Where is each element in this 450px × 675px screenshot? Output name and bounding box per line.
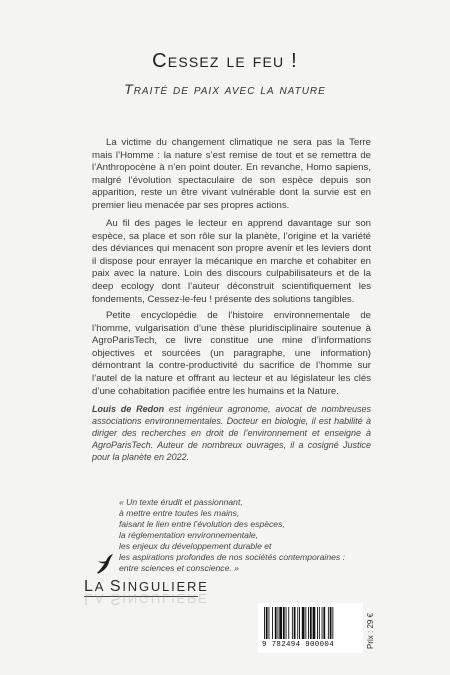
quote-line: entre sciences et conscience. » <box>119 563 239 573</box>
logo-letter-l: L <box>84 578 95 595</box>
logo-reflection-ingulière: INGULIERE <box>122 591 209 606</box>
barcode-bar <box>305 607 306 639</box>
barcode-bar <box>322 607 323 639</box>
blurb-paragraph-2 <box>92 218 371 306</box>
barcode-bar <box>275 607 277 639</box>
barcode-bar <box>302 607 305 639</box>
barcode-bar <box>288 607 289 639</box>
blurb-paragraph-3 <box>92 310 371 398</box>
barcode-bar <box>328 607 329 639</box>
barcode-bar <box>319 607 320 639</box>
logo-reflection-a: A <box>94 591 110 606</box>
quote-line: les aspirations profondes de nos sociétés contemporaines : <box>119 552 345 562</box>
barcode-bar <box>292 607 293 639</box>
barcode-bar <box>294 607 296 639</box>
barcode-bar <box>308 607 309 639</box>
bird-icon <box>95 553 115 577</box>
quote-line: la réglementation environnementale, <box>119 530 259 540</box>
logo-letters-ingulière: INGULIERE <box>122 579 209 594</box>
barcode-bar <box>317 607 318 639</box>
blurb-text-3: Petite encyclopédie de l’histoire environnementale de l’homme, vulgarisation d’une thèse pluridisciplinaire soutenue à AgroParisTech, ce livre constitue une mine d’informations objectives et sourcées (un paragraphe, une information) démontrant la contre-productivité du sacrifice de l’homme sur l’autel de la nature et offrant au lecteur et au législateur les clés d’une cohabitation pacifiée entre les humains et la Nature. <box>92 310 371 397</box>
blurb-paragraph-1 <box>92 137 371 213</box>
barcode-bar <box>279 607 282 639</box>
quote-line: à mettre entre toutes les mains, <box>119 508 240 518</box>
barcode-bar <box>278 607 279 639</box>
blurb-text-1: La victime du changement climatique ne sera pas la Terre mais l’Homme : la nature s’est remise de tout et se remettra de l’Anthropocène à n’en point douter. En revanche, Homo sapiens, malgré l’évolution spectaculaire de son espèce depuis son apparition, reste un être vivant vulnérable dont la survie est en premier lieu menacée par ses propres actions. <box>92 137 371 211</box>
barcode-bar <box>283 607 285 639</box>
barcode-number: 9 782494 900004 <box>262 641 335 649</box>
logo-reflection <box>84 589 209 607</box>
author-name: Louis de Redon <box>92 404 165 414</box>
quote-line: les enjeux du développement durable et <box>119 541 272 551</box>
barcode-bars <box>262 607 358 641</box>
book-title: Cessez le feu ! <box>152 50 298 72</box>
barcode-bar <box>299 607 300 639</box>
barcode-bar <box>323 607 325 639</box>
logo-reflection-s: S <box>109 590 123 607</box>
barcode <box>258 603 363 653</box>
barcode-bar <box>332 607 333 639</box>
barcode-bar <box>286 607 287 639</box>
logo-letters-a: A <box>94 579 110 594</box>
barcode-bar <box>266 607 268 639</box>
quote-line: « Un texte érudit et passionnant, <box>119 497 243 507</box>
author-bio <box>92 403 371 463</box>
barcode-bar <box>269 607 270 639</box>
logo-reflection-l: L <box>84 590 95 607</box>
author-bio-text: est ingénieur agronome, avocat de nombreuses associations environnementales. Docteur en biologie, il est habilité à diriger des recherches en droit de l’environnement et enseigne à AgroParisTech. Auteur de nombreux ouvrages, il a cosigné Justice pour la planète en 2022. <box>92 404 371 462</box>
barcode-bar <box>330 607 332 639</box>
price-text: Prix : 29 € <box>366 612 375 649</box>
blurb-text-2: Au fil des pages le lecteur en apprend davantage sur son espèce, sa place et son rôle sur la planète, l’origine et la variété des déviances qui menacent son propre avenir et les leviers dont il dispose pour enrayer la mécanique en marche et cohabiter en paix avec la nature. Loin des discours culpabilisateurs et de la deep ecology dont l’auteur déconstruit scientifiquement les fondements, Cessez-le-feu ! présente des solutions tangibles. <box>92 218 371 305</box>
barcode-bar <box>310 607 312 639</box>
barcode-bar <box>313 607 316 639</box>
book-subtitle: Traité de paix avec la nature <box>124 81 326 97</box>
barcode-bar <box>297 607 298 639</box>
barcode-bar <box>272 607 273 639</box>
quote-line: faisant le lien entre l’évolution des espèces, <box>119 519 285 529</box>
barcode-bar <box>264 607 265 639</box>
review-quote <box>119 497 359 574</box>
price-label <box>363 607 377 653</box>
logo-letter-s: S <box>109 578 123 595</box>
